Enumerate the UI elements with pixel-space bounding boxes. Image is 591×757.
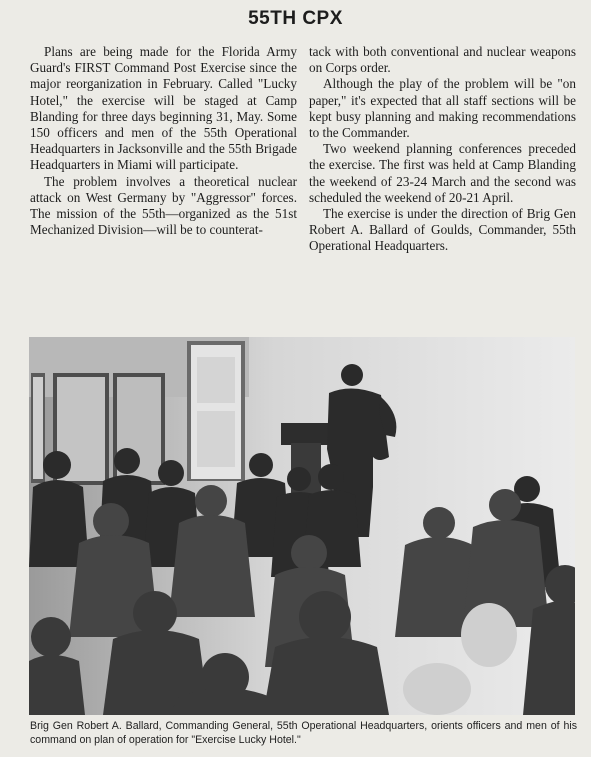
paragraph-2: The problem involves a theoretical nuclear attack on West Germany by "Aggressor" forces. The mission of the 55th—organized as the 51st Mechanized Division—will be to counterat- bbox=[30, 173, 297, 238]
briefing-photo bbox=[29, 337, 575, 715]
paragraph-3: Although the play of the problem will be "on paper," it's expected that all staff sections will be kept busy planning and making recommendations to the Commander. bbox=[309, 76, 576, 141]
paragraph-1: Plans are being made for the Florida Army Guard's FIRST Command Post Exercise since the major reorganization in February. Called "Lucky Hotel," the exercise will be staged at Camp Blanding for three days beginning 31, May. Some 150 officers and men of the 55th Operational Headquarters in Jacksonville and the 55th Brigade Headquarters in Miami will participate. bbox=[30, 44, 297, 173]
left-column bbox=[30, 44, 297, 326]
door bbox=[187, 341, 245, 481]
article-title: 55TH CPX bbox=[248, 8, 343, 29]
right-column bbox=[309, 44, 576, 326]
briefing-photo-illustration bbox=[29, 337, 575, 715]
paragraph-5: The exercise is under the direction of Brig Gen Robert A. Ballard of Goulds, Commander, 55th Operational Headquarters. bbox=[309, 206, 576, 254]
paragraph-2-continued: tack with both conventional and nuclear weapons on Corps order. bbox=[309, 44, 576, 76]
photo-caption: Brig Gen Robert A. Ballard, Commanding General, 55th Operational Headquarters, orients officers and men of his command on plan of operation for "Exercise Lucky Hotel." bbox=[30, 720, 577, 746]
article-body bbox=[30, 44, 576, 326]
paragraph-4: Two weekend planning conferences preceded the exercise. The first was held at Camp Blanding the weekend of 23-24 March and the second was scheduled the weekend of 20-21 April. bbox=[309, 141, 576, 205]
